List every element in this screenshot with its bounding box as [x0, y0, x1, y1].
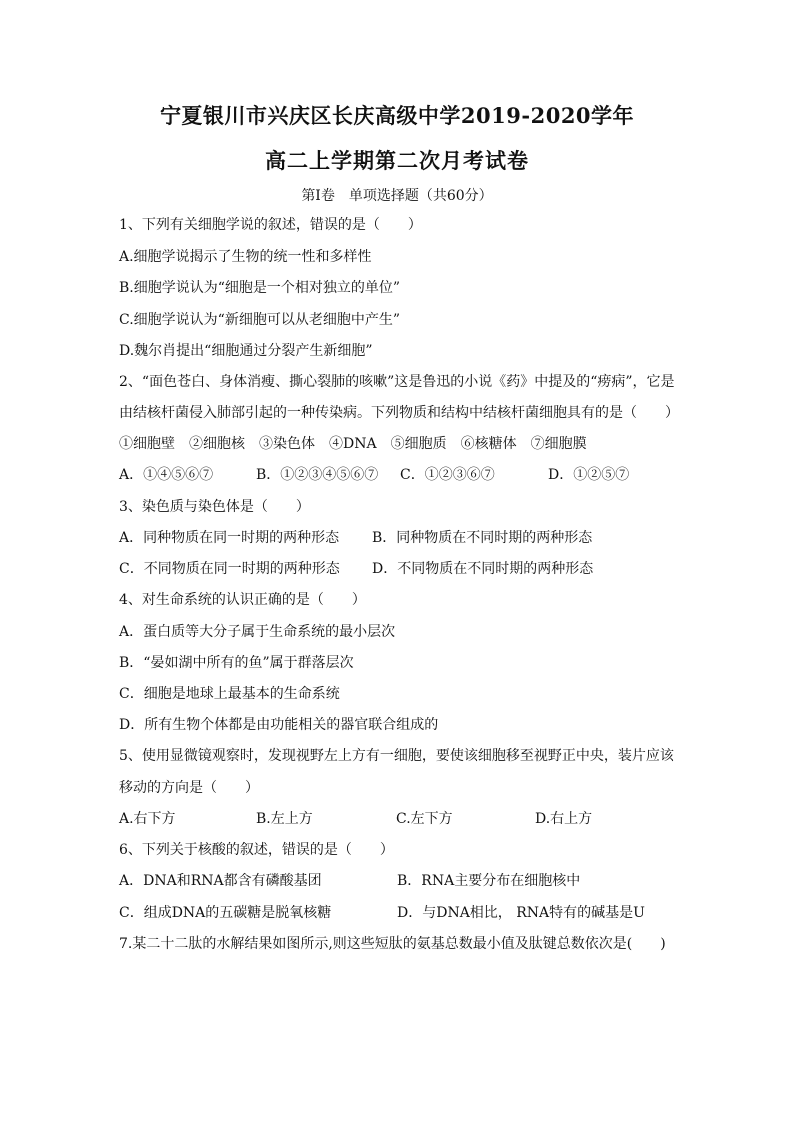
q4-option-a: A．蛋白质等大分子属于生命系统的最小层次	[119, 624, 396, 640]
q2-stem-line1: 2、“面色苍白、身体消瘦、撕心裂肺的咳嗽”这是鲁迅的小说《药》中提及的“痨病”，它是	[119, 374, 675, 390]
q3-stem: 3、染色质与染色体是（ ）	[119, 499, 310, 515]
q5-option-d: D.右上方	[535, 811, 593, 827]
q3-option-d: D．不同物质在不同时期的两种形态	[372, 561, 594, 577]
q6-option-b: B．RNA主要分布在细胞核中	[397, 873, 581, 889]
q2-option-d: D．①②⑤⑦	[548, 467, 630, 483]
q6-option-c: C．组成DNA的五碳糖是脱氧核糖	[119, 905, 332, 921]
q4-stem: 4、对生命系统的认识正确的是（ ）	[119, 592, 366, 608]
q4-option-b: B．“晏如湖中所有的鱼”属于群落层次	[119, 655, 354, 671]
q1-option-a: A.细胞学说揭示了生物的统一性和多样性	[119, 249, 372, 265]
q5-option-a: A.右下方	[119, 811, 176, 827]
q6-stem: 6、下列关于核酸的叙述，错误的是（ ）	[119, 842, 394, 858]
q1-option-c: C.细胞学说认为“新细胞可以从老细胞中产生”	[119, 312, 400, 328]
q7-stem: 7.某二十二肽的水解结果如图所示,则这些短肽的氨基总数最小值及肽键总数依次是( )	[119, 936, 666, 952]
q3-option-c: C．不同物质在同一时期的两种形态	[119, 561, 340, 577]
q2-option-c: C．①②③⑥⑦	[400, 467, 495, 483]
q2-stem-line2: 由结核杆菌侵入肺部引起的一种传染病。下列物质和结构中结核杆菌细胞具有的是（ ）	[119, 405, 679, 421]
q1-stem: 1、下列有关细胞学说的叙述，错误的是（ ）	[119, 217, 422, 233]
q5-option-b: B.左上方	[256, 811, 313, 827]
q1-option-b: B.细胞学说认为“细胞是一个相对独立的单位”	[119, 280, 401, 296]
q1-option-d: D.魏尔肖提出“细胞通过分裂产生新细胞”	[119, 343, 373, 359]
exam-title: 宁夏银川市兴庆区长庆高级中学2019-2020学年	[159, 103, 635, 128]
q5-stem-line2: 移动的方向是（ ）	[119, 780, 259, 796]
q3-option-a: A．同种物质在同一时期的两种形态	[119, 530, 340, 546]
q4-option-c: C．细胞是地球上最基本的生命系统	[119, 686, 340, 702]
q6-option-a: A．DNA和RNA都含有磷酸基团	[119, 873, 322, 889]
exam-subtitle: 高二上学期第二次月考试卷	[265, 148, 529, 173]
q2-option-b: B．①②③④⑤⑥⑦	[256, 467, 379, 483]
q6-option-d: D．与DNA相比， RNA特有的碱基是U	[397, 905, 645, 921]
q5-stem-line1: 5、使用显微镜观察时，发现视野左上方有一细胞，要使该细胞移至视野正中央，装片应该	[119, 748, 674, 764]
q2-items: ①细胞壁 ②细胞核 ③染色体 ④DNA ⑤细胞质 ⑥核糖体 ⑦细胞膜	[119, 436, 587, 452]
q2-option-a: A．①④⑤⑥⑦	[119, 467, 214, 483]
q4-option-d: D．所有生物个体都是由功能相关的器官联合组成的	[119, 717, 439, 733]
q5-option-c: C.左下方	[396, 811, 453, 827]
section-heading: 第Ⅰ卷 单项选择题（共60分）	[301, 188, 493, 204]
q3-option-b: B．同种物质在不同时期的两种形态	[372, 530, 593, 546]
